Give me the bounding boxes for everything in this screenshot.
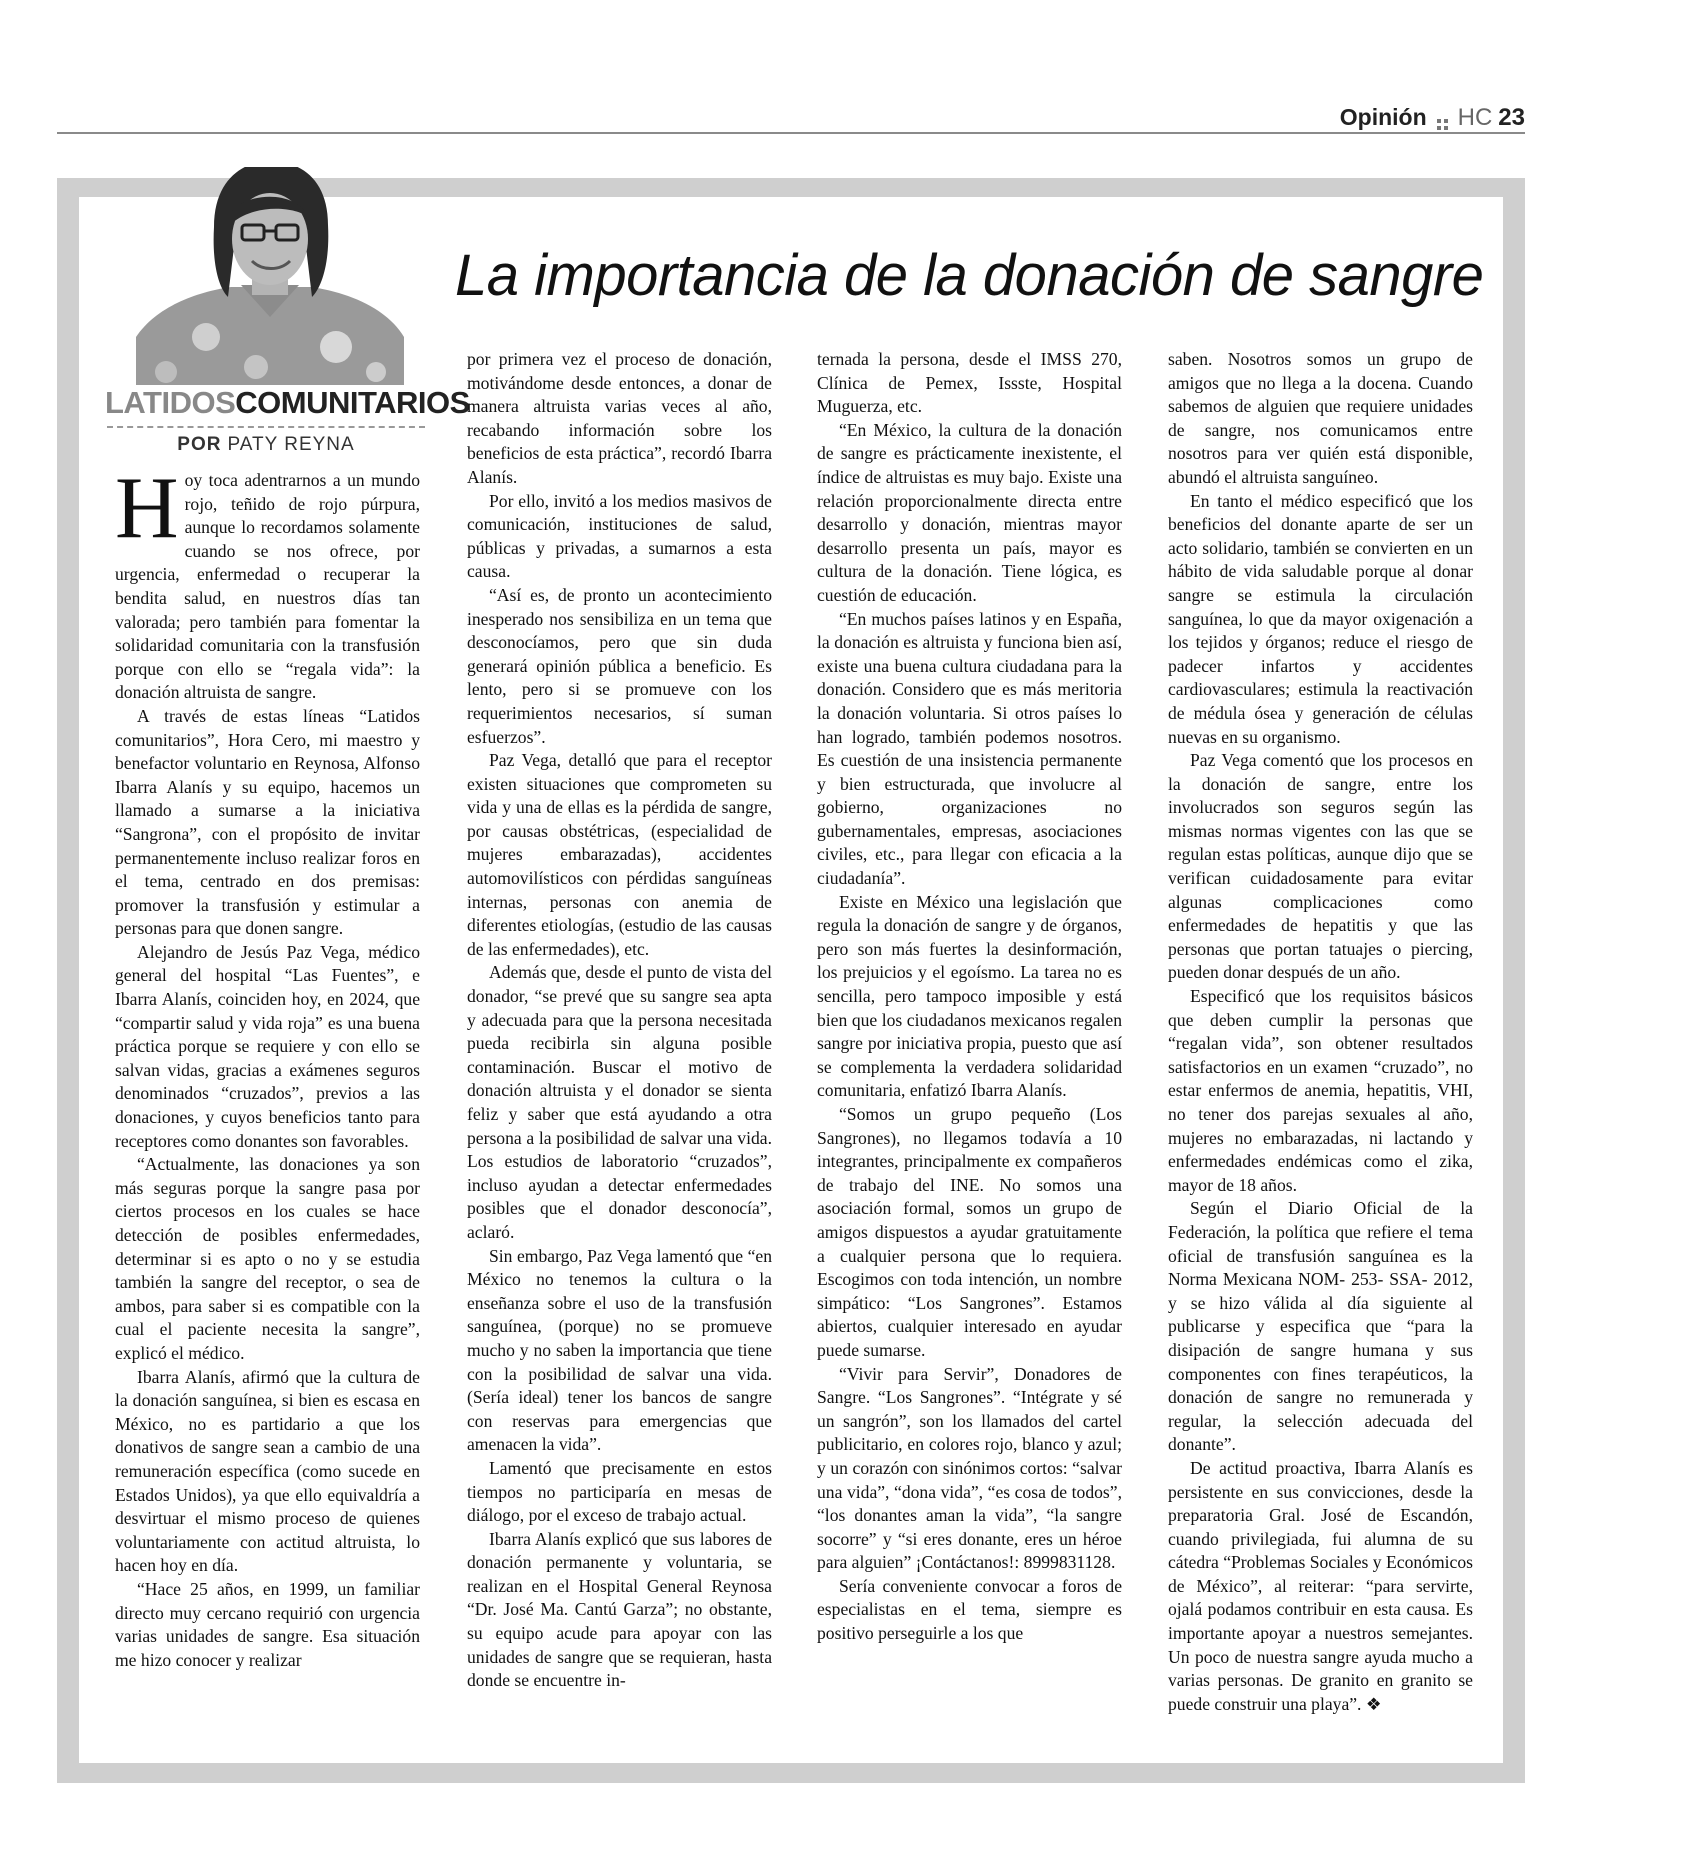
paragraph: Paz Vega comentó que los procesos en la donación de sangre, entre los involucrados son seguros según las mismas normas vigentes con las que se regulan estas políticas, aunque dijo que se verifican cuidadosamente para evitar algunas complicaciones como enfermedades de hepatitis y que las personas que portan tatuajes o piercing, pueden donar después de un año. <box>1168 750 1473 983</box>
page-header <box>57 98 1525 134</box>
article-frame <box>57 178 1525 1783</box>
column-name-part2: COMUNITARIOS <box>235 385 470 420</box>
paragraph: Sería conveniente convocar a foros de especialistas en el tema, siempre es positivo perseguirle a los que <box>817 1575 1122 1644</box>
paragraph-text: oy toca adentrarnos a un mundo rojo, teñido de rojo púrpura, aunque lo recordamos solamente cuando se nos ofrece, por urgencia, enfermedad o recuperar la bendita salud, en nuestros días tan valorada; pero también para fomentar la solidaridad comunitaria con la transfusión porque con ello se “regala vida”: la donación altruista de sangre. <box>115 470 420 703</box>
paragraph: “Vivir para Servir”, Donadores de Sangre. “Los Sangrones”. “Intégrate y sé un sangrón”, son los llamados del cartel publicitario, en colores rojo, blanco y azul; y un corazón con sinónimos cortos: “salvar una vida”, “dona vida”, “es cosa de todos”, “los donantes aman la vida”, “la sangre socorre” y “si eres donante, eres un héroe para alguien” ¡Contáctanos!: 8999831128. <box>817 1363 1122 1573</box>
publication-logo: HC <box>1457 104 1493 131</box>
article-body <box>79 197 1503 1763</box>
paragraph: “Somos un grupo pequeño (Los Sangrones), no llegamos todavía a 10 integrantes, principalmente ex compañeros de trabajo del INE. No somos una asociación formal, somos un grupo de amigos dispuestos a ayudar gratuitamente a cualquier persona que lo requiera. Escogimos con toda intención, un nombre simpático: “Los Sangrones”. Estamos abiertos, cualquier interesado en ayudar puede sumarse. <box>817 1104 1122 1360</box>
text-column-2 <box>467 348 772 1693</box>
paragraph: Existe en México una legislación que regula la donación de sangre y de órganos, pero son más fuertes la desinformación, los prejuicios y el egoísmo. La tarea no es sencilla, pero tampoco imposible y está bien que los ciudadanos mexicanos regalen sangre por iniciativa propia, puesto que así se complementa la verdadera solidaridad comunitaria, enfatizó Ibarra Alanís. <box>817 891 1122 1101</box>
column-name <box>105 385 470 421</box>
paragraph: “Actualmente, las donaciones ya son más seguras porque la sangre pasa por ciertos procesos en los cuales se hace detección de posibles enfermedades, determinar si es apto o no y se estudia también la sangre del receptor, o sea de ambos, para saber si es compatible con la cual el paciente necesita la sangre”, explicó el médico. <box>115 1154 420 1363</box>
paragraph: En tanto el médico especificó que los beneficios del donante aparte de ser un acto solidario, también se convierten en un hábito de vida saludable porque al donar sangre se estimula la circulación sanguínea, lo que da mayor oxigenación a los tejidos y órganos; reduce el riesgo de padecer infartos y accidentes cardiovasculares; estimula la reactivación de médula ósea y generación de células nuevas en su organismo. <box>1168 490 1473 747</box>
paragraph: Alejandro de Jesús Paz Vega, médico general del hospital “Las Fuentes”, e Ibarra Alanís, coinciden hoy, en 2024, que “compartir salud y vida roja” es una buena práctica porque se requiere y con ello se salvan vidas, gracias a exámenes seguros denominados “cruzados”, previos a las donaciones, y cuyos beneficios tanto para receptores como donantes son favorables. <box>115 941 420 1151</box>
column-divider <box>107 426 425 428</box>
paragraph: Especificó que los requisitos básicos que deben cumplir la personas que “regalan vida”, son obtener resultados satisfactorios en un examen “cruzado”, no estar enfermos de anemia, hepatitis, VHI, no tener dos parejas sexuales al año, mujeres no embarazadas, ni lactando y enfermedades endémicas como el zika, mayor de 18 años. <box>1168 986 1473 1195</box>
paragraph: Lamentó que precisamente en estos tiempos no participaría en mesas de diálogo, por el exceso de trabajo actual. <box>467 1457 772 1526</box>
paragraph: “En muchos países latinos y en España, la donación es altruista y funciona bien así, existe una buena cultura ciudadana para la donación. Considero que es más meritoria la donación voluntaria. Si otros países lo han logrado, también podemos nosotros. Es cuestión de una insistencia permanente y bien estructurada, que involucre al gobierno, organizaciones no gubernamentales, empresas, asociaciones civiles, etc., para llegar con eficacia a la ciudadanía”. <box>817 608 1122 889</box>
paragraph: “Así es, de pronto un acontecimiento inesperado nos sensibiliza en un tema que desconocíamos, pero que sin duda generará opinión pública a beneficio. Es lento, pero si se promueve con los requerimientos necesarios, sí suman esfuerzos”. <box>467 584 772 747</box>
section-name: Opinión <box>1339 104 1427 130</box>
column-name-part1: LATIDOS <box>105 385 236 420</box>
paragraph: Según el Diario Oficial de la Federación, la política que refiere el tema oficial de transfusión sanguínea es la Norma Mexicana NOM- 253- SSA- 2012, y se hizo válida al día siguiente al publicarse y especifica que “para la disipación de sangre humana y sus componentes con fines terapéuticos, la donación de sangre no remunerada y regular, la selección adecuada del donante”. <box>1168 1198 1473 1455</box>
paragraph: “Hace 25 años, en 1999, un familiar directo muy cercano requirió con urgencia varias unidades de sangre. Esa situación me hizo conocer y realizar <box>115 1578 420 1670</box>
article-title: La importancia de la donación de sangre <box>455 243 1484 308</box>
paragraph: Paz Vega, detalló que para el receptor existen situaciones que comprometen su vida y una de ellas es la pérdida de sangre, por causas obstétricas, (especialidad de mujeres embarazadas), accidentes automovilísticos con pérdidas sanguíneas internas, personas con anemia de diferentes etiologías, (estudio de las causas de las enfermedades), etc. <box>467 750 772 959</box>
paragraph: ternada la persona, desde el IMSS 270, Clínica de Pemex, Issste, Hospital Muguerza, etc. <box>817 349 1122 417</box>
byline <box>105 434 427 456</box>
author-photo <box>136 167 404 385</box>
paragraph: Ibarra Alanís, afirmó que la cultura de la donación sanguínea, si bien es escasa en México, no es partidario a que los donativos de sangre sean a cambio de una remuneración específica (como sucede en Estados Unidos), ya que ello equivaldría a desvirtuar el mismo proceso de quienes voluntariamente con actitud altruista, lo hacen hoy en día. <box>115 1366 420 1576</box>
page-folio <box>1340 104 1525 132</box>
byline-prefix: POR <box>177 434 222 455</box>
paragraph: “En México, la cultura de la donación de sangre es prácticamente inexistente, el índice de altruistas es muy bajo. Existe una relación proporcionalmente directa entre desarrollo y donación, mientras mayor desarrollo presenta un país, mayor es cultura de la donación. Tiene lógica, es cuestión de educación. <box>817 419 1122 605</box>
paragraph: Ibarra Alanís explicó que sus labores de donación permanente y voluntaria, se realizan en el Hospital General Reynosa “Dr. José Ma. Cantú Garza”; no obstante, su equipo acude para apoyar con las unidades de sangre que se requieran, hasta donde se encuentre in- <box>467 1528 772 1691</box>
paragraph: Por ello, invitó a los medios masivos de comunicación, instituciones de salud, públicas y privadas, a sumarnos a esta causa. <box>467 490 772 582</box>
paragraph: saben. Nosotros somos un grupo de amigos que no llega a la docena. Cuando sabemos de alguien que requiere unidades de sangre, nos comunicamos entre nosotros para ver quién está disponible, abundó el altruista sanguíneo. <box>1168 349 1473 487</box>
paragraph: por primera vez el proceso de donación, motivándome desde entonces, a donar de manera altruista varias veces al año, recabando información sobre los beneficios de esta práctica”, recordó Ibarra Alanís. <box>467 349 772 487</box>
paragraph: De actitud proactiva, Ibarra Alanís es persistente en sus convicciones, desde la preparatoria Gral. José de Escandón, cuando privilegiada, fui alumna de su cátedra “Problemas Sociales y Económicos de México”, al reiterar: “para servirte, ojalá podamos contribuir en esta causa. Es importante apoyar a nuestros semejantes. Un poco de nuestra sangre ayuda mucho a varias personas. De granito en granito se puede construir una playa”. ❖ <box>1168 1457 1473 1714</box>
paragraph: Además que, desde el punto de vista del donador, “se prevé que su sangre sea apta y adecuada para que la persona necesitada pueda recibirla sin alguna posible contaminación. Buscar el motivo de donación altruista y el donador se sienta feliz y saber que está ayudando a otra persona a la posibilidad de salvar una vida. Los estudios de laboratorio “cruzados”, incluso ayudan a detectar enfermedades posibles que el donador desconocía”, aclaró. <box>467 962 772 1242</box>
dots-separator-icon <box>1437 119 1448 130</box>
drop-cap: H <box>115 460 179 557</box>
page-number: 23 <box>1498 104 1525 131</box>
paragraph: A través de estas líneas “Latidos comunitarios”, Hora Cero, mi maestro y benefactor voluntario en Reynosa, Alfonso Ibarra Alanís y su equipo, hacemos un llamado a sumarse a la iniciativa “Sangrona”, con el propósito de invitar permanentemente incluso realizar foros en el tema, centrado en dos premisas: promover la transfusión y estimular a personas para que donen sangre. <box>115 705 420 939</box>
text-column-4 <box>1168 348 1473 1716</box>
text-column-1 <box>115 460 420 1672</box>
paragraph <box>115 460 420 705</box>
paragraph: Sin embargo, Paz Vega lamentó que “en México no tenemos la cultura o la enseñanza sobre el uso de la transfusión sanguínea, (porque) no se promueve mucho y no saben la importancia que tiene con la posibilidad de salvar una vida. (Sería ideal) tener los bancos de sangre con reservas para emergencias que amenacen la vida”. <box>467 1245 772 1455</box>
author-name: PATY REYNA <box>227 434 355 455</box>
text-column-3 <box>817 348 1122 1646</box>
